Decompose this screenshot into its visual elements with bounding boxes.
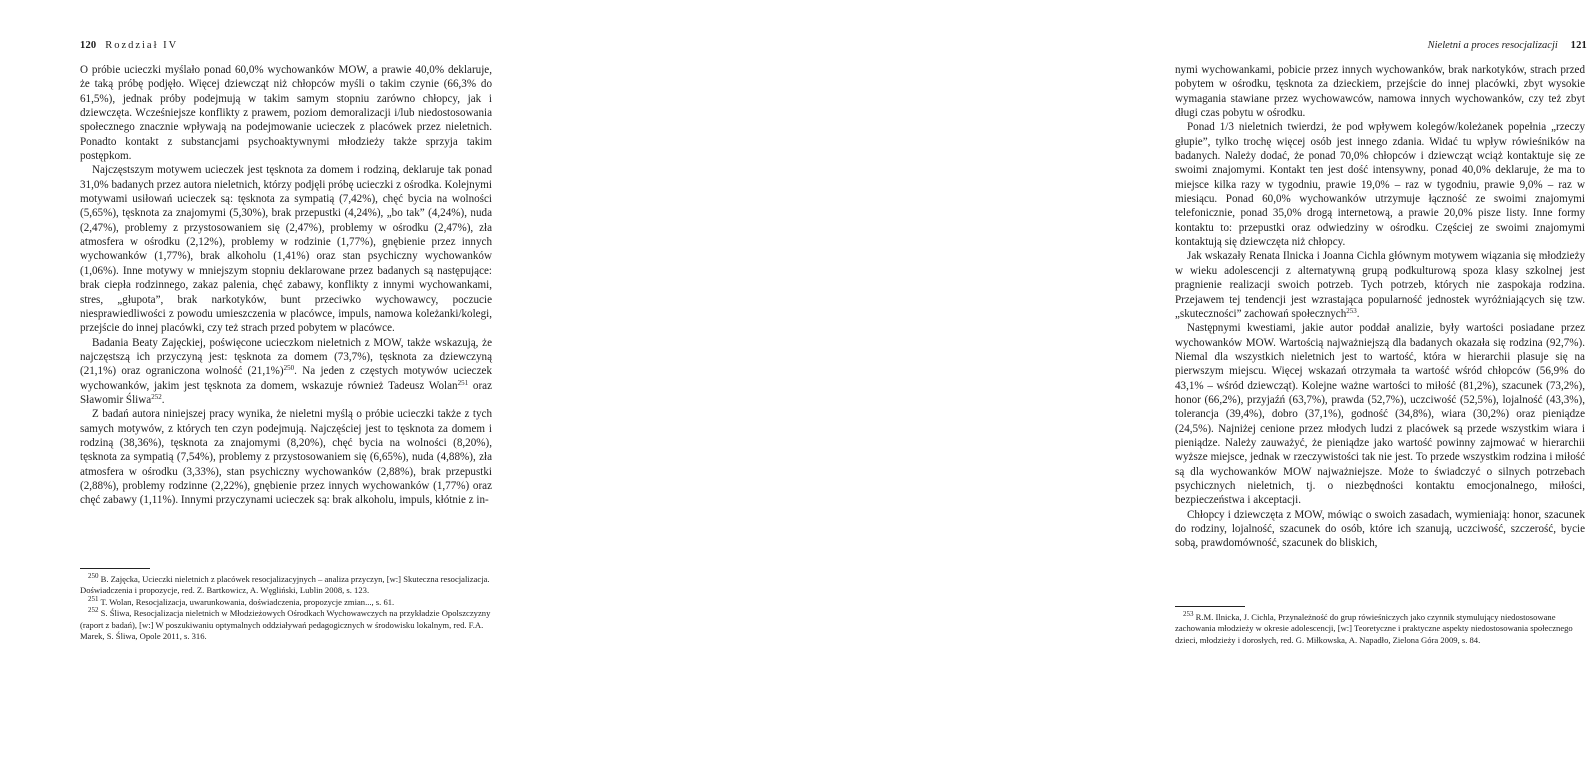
- body-text: [1175, 63, 1585, 551]
- footnote-marker: 250: [283, 364, 295, 373]
- footnote-rule: [1175, 606, 1245, 607]
- footnote-marker: 252: [151, 392, 162, 401]
- paragraph: Najczęstszym motywem ucieczek jest tęsknota za domem i rodziną, deklaruje tak ponad 31,0% badanych przez autora nieletnich, którzy podjęli próbę ucieczki z ośrodka. Kolejnymi motywami usiłowań ucieczek są: tęsknota za sympatią (7,42%), chęć bycia na wolności (5,65%), tęsknota za znajomymi (5,30%), brak przepustki (4,24%), „bo tak” (4,24%), nuda (2,47%), problemy z przystosowaniem się (2,47%), problemy w ośrodku (2,47%), zła atmosfera w ośrodku (2,12%), problemy w rodzinie (1,77%), gnębienie przez innych wychowanków (1,77%), brak alkoholu (1,41%) oraz stan psychiczny wychowanków (1,06%). Inne motywy w mniejszym stopniu deklarowane przez badanych są następujące: brak ciepła rodzinnego, zakaz palenia, chęć zabawy, konflikty z innymi wychowankami, stres, „głupota”, brak narkotyków, bunt przeciwko wychowawcy, poczucie niesprawiedliwości z powodu umieszczenia w placówce, impuls, namowa koleżanki/kolegi, przejście do innej placówki, czy też strach przed pobytem w placówce.: [80, 164, 492, 335]
- paragraph: Z badań autora niniejszej pracy wynika, że nieletni myślą o próbie ucieczki także z tych samych motywów, z których ten czyn podejmują. Najczęściej jest to tęsknota za domem i rodziną (38,36%), tęsknota za znajomymi (8,20%), chęć bycia na wolności (8,20%), tęsknota za sympatią (7,54%), problemy z przystosowaniem się (6,65%), nuda (4,88%), zła atmosfera w ośrodku (3,33%), stan psychiczny wychowanków (2,88%), brak przepustki (2,88%), problemy rodzinne (2,22%), gnębienie przez innych wychowanków (1,77%) oraz chęć zabawy (1,11%). Innymi przyczynami ucieczek są: brak alkoholu, impuls, kłótnie z in-: [80, 408, 492, 507]
- page-number: 121: [1570, 40, 1587, 51]
- paragraph: O próbie ucieczki myślało ponad 60,0% wychowanków MOW, a prawie 40,0% deklaruje, że taką próbę podjęło. Więcej dziewcząt niż chłopców myśli o takim czynie (66,3% do 61,5%), jednak próby podejmują w takim samym stopniu zarówno chłopcy, jak i dziewczęta. Wcześniejsze konflikty z prawem, poziom demoralizacji i/lub niedostosowania społecznego znacznie wpływają na podejmowanie ucieczek z placówek przez nieletnich. Ponadto kontakt z substancjami psychoaktywnymi młodzieży także sprzyja takim postępkom.: [80, 64, 492, 163]
- paragraph: nymi wychowankami, pobicie przez innych wychowanków, brak narkotyków, strach przed pobytem w ośrodku, tęsknota za dzieckiem, przejście do innej placówki, zbyt wysokie wymagania stawiane przez wychowawców, namowa innych wychowanków, czy też zbyt długi czas pobytu w ośrodku.: [1175, 64, 1585, 120]
- paragraph: Następnymi kwestiami, jakie autor poddał analizie, były wartości posiadane przez wychowanków MOW. Wartością najważniejszą dla badanych okazała się rodzina (92,7%). Niemal dla wszystkich nieletnich jest to wartość, która w hierarchii plasuje się na pierwszym miejscu. Więcej wskazań otrzymała ta wartość wśród chłopców (56,9% do 43,1% – wśród dziewcząt). Kolejne ważne wartości to miłość (81,2%), szacunek (73,2%), honor (66,2%), przyjaźń (63,7%), prawda (52,7%), uczciwość (52,5%), lojalność (43,3%), tolerancja (39,4%), dobro (37,1%), godność (34,8%), wiara (30,2%) oraz pieniądze (24,5%). Najniżej cenione przez młodych ludzi z placówek są przede wszystkim wiara i pieniądze. Należy zauważyć, że pieniądze jako wartość powinny zajmować w hierarchii wyższe miejsce, jednak w rzeczywistości tak nie jest. To przede wszystkim rodzina i miłość są dla wychowanków MOW najważniejsze. Może to świadczyć o silnych potrzebach psychicznych nieletnich, tj. o niezbędności kontaktu emocjonalnego, miłości, bezpieczeństwa i akceptacji.: [1175, 322, 1585, 507]
- footnote-number: 250: [88, 572, 99, 580]
- page-header: [1175, 40, 1587, 51]
- footnote: $^{252}$ S. Śliwa, Resocjalizacja nieletnich w Młodzieżowych Ośrodkach Wychowawczych na przykładzie Opolszczyzny (raport z badań), [w:] W poszukiwaniu optymalnych oddziaływań pedagogicznych w środowisku lokalnym, red. F.A. Marek, S. Śliwa, Opole 2011, s. 316.: [80, 606, 491, 642]
- footnote: $^{251}$ T. Wolan, Resocjalizacja, uwarunkowania, doświadczenia, propozycje zmian..., s. 61.: [88, 594, 395, 607]
- page-header: [80, 40, 492, 51]
- paragraph: Badania Beaty Zajęckiej, poświęcone ucieczkom nieletnich z MOW, także wskazują, że najczęstszą ich przyczyną jest: tęsknota za domem (73,7%), tęsknota za dziewczyną (21,1%) oraz ograniczona wolność $(21,1\%)^{250}$. Na jeden z częstych motywów ucieczek wychowanków, jakim jest tęsknota za domem, wskazuje również Tadeusz Wolan$^{251}$ oraz Sławomir Śliwa$^{252}$.: [80, 336, 493, 406]
- body-text: [80, 63, 492, 508]
- footnote-number: 251: [88, 594, 99, 603]
- paragraph: Jak wskazały Renata Ilnicka i Joanna Cichla głównym motywem wiązania się młodzieży w wieku adolescencji z alternatywną grupą podkulturową spoza klasy szkolnej jest pragnienie realizacji swoich potrzeb. Tych potrzeb, których nie zaspokaja rodzina. Przejawem tej tendencji jest wzrastająca popularność jednostek wyróżniających się tzw. „skuteczności” zachowań społecznych$^{253}$.: [1175, 250, 1585, 320]
- running-head: Rozdział IV: [105, 40, 179, 51]
- running-head: Nieletni a proces resocjalizacji: [1427, 40, 1558, 51]
- footnote-marker: 251: [457, 378, 469, 387]
- paragraph: Ponad 1/3 nieletnich twierdzi, że pod wpływem kolegów/koleżanek popełnia „rzeczy głupie”, tylko trochę więcej osób jest innego zdania. Widać tu wpływ rówieśników na badanych. Należy dodać, że ponad 70,0% chłopców i dziewcząt wciąż kontaktuje się ze swoimi znajomymi. Kontakt ten jest dość intensywny, ponad 40,0% deklaruje, że ma to miejsce kilka razy w tygodniu, prawie 19,0% – raz w tygodniu, prawie 9,0% – raz w miesiącu. Ponad 60,0% wychowanków utrzymuje łączność ze swoimi znajomymi telefonicznie, ponad 35,0% drogą internetową, a prawie 20,0% pisze listy. Inne formy kontaktu to: przepustki oraz odwiedziny w ośrodku. Częściej ze swoimi znajomymi kontaktują się dziewczęta niż chłopcy.: [1175, 121, 1585, 249]
- footnotes: [1175, 612, 1585, 646]
- footnote: $^{253}$ R.M. Ilnicka, J. Cichla, Przynależność do grup rówieśniczych jako czynnik stymulujący niedostosowane zachowania młodzieży w okresie adolescencji, [w:] Teoretyczne i praktyczne aspekty niedostosowania społecznego dzieci, młodzieży i dorosłych, red. G. Miłkowska, A. Napadło, Zielona Góra 2009, s. 84.: [1175, 610, 1573, 645]
- paragraph: Chłopcy i dziewczęta z MOW, mówiąc o swoich zasadach, wymieniają: honor, szacunek do rodziny, lojalność, szacunek do osób, które ich szanują, uczciwość, szczerość, bycie sobą, prawdomówność, szacunek do bliskich,: [1175, 508, 1585, 550]
- footnote-number: 252: [88, 606, 99, 615]
- page-number: 120: [80, 40, 97, 51]
- footnote-rule: [80, 568, 150, 569]
- footnote: $^{250}$ B. Zajęcka, Ucieczki nieletnich z placówek resocjalizacyjnych – analiza przyczyn, [w:] Skuteczna resocjalizacja. Doświadczenia i propozycje, red. Z. Bartkowicz, A. Węgliński, Lublin 2008, s. 123.: [80, 572, 490, 596]
- left-page: [0, 0, 550, 781]
- footnotes: [80, 574, 492, 642]
- right-page: [550, 0, 1587, 781]
- footnote-number: 253: [1183, 610, 1194, 618]
- footnote-marker: 253: [1346, 306, 1357, 315]
